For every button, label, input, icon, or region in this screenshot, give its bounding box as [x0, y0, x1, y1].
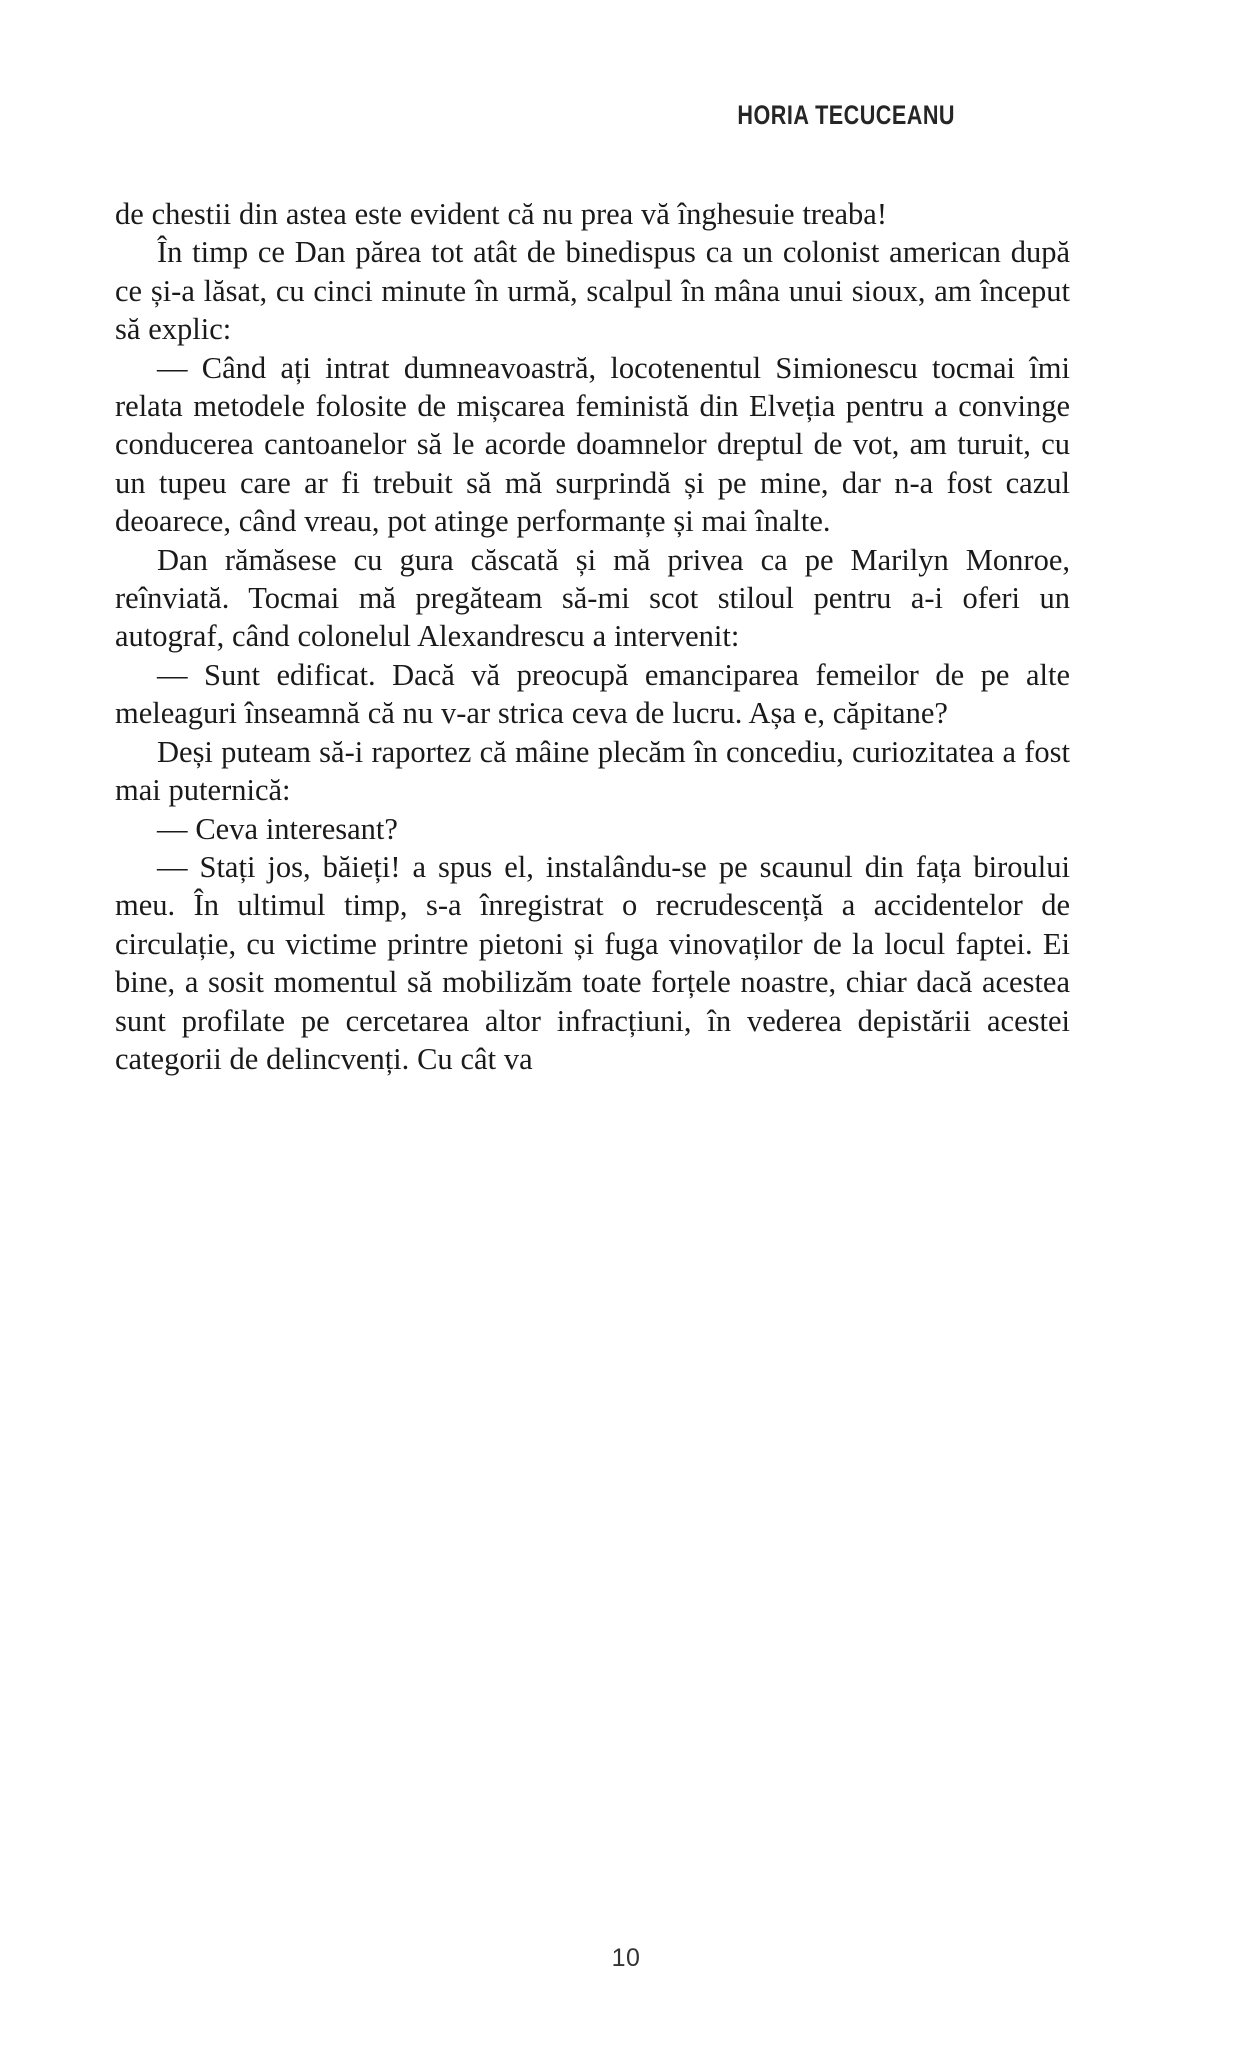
paragraph-narration: Deși puteam să-i raportez că mâine plecăm în concediu, curiozitatea a fost mai puternică: [115, 734, 1070, 808]
running-head: HORIA TECUCEANU [737, 100, 955, 130]
paragraph-dialogue: — Sunt edificat. Dacă vă preocupă emanciparea femeilor de pe alte meleaguri înseamnă că nu v-ar strica ceva de lucru. Așa e, căpitane? [115, 657, 1070, 731]
page-number: 10 [611, 1944, 641, 1972]
paragraph-narration: Dan rămăsese cu gura căscată și mă privea ca pe Marilyn Monroe, reînviată. Tocmai mă pregăteam să-mi scot stiloul pentru a-i oferi un autograf, când colonelul Alexandrescu a intervenit: [115, 542, 1070, 654]
paragraph-narration: În timp ce Dan părea tot atât de binedispus ca un colonist american după ce și-a lăsat, cu cinci minute în urmă, scalpul în mâna unui sioux, am început să explic: [115, 235, 1070, 347]
paragraph-dialogue: — Când ați intrat dumneavoastră, locotenentul Simionescu tocmai îmi relata metodele folosite de mișcarea feministă din Elveția pentru a convinge conducerea cantoanelor să le acorde doamnelor dreptul de vot, am turuit, cu un tupeu care ar fi trebuit să mă surprindă și pe mine, dar n-a fost cazul deoarece, când vreau, pot atinge performanțe și mai înalte. [115, 350, 1070, 539]
body-text-block [115, 195, 1070, 1078]
paragraph-dialogue: — Ceva interesant? [157, 811, 398, 846]
paragraph-continuation: de chestii din astea este evident că nu prea vă înghesuie treaba! [115, 197, 887, 231]
paragraph-dialogue: — Stați jos, băieți! a spus el, instalându-se pe scaunul din fața biroului meu. În ultimul timp, s-a înregistrat o recrudescență a accidentelor de circulație, cu victime printre pietoni și fuga vinovaților de la locul faptei. Ei bine, a sosit momentul să mobilizăm toate forțele noastre, chiar dacă acestea sunt profilate pe cercetarea altor infracțiuni, în vederea depistării acestei categorii de delincvenți. Cu cât va [115, 849, 1070, 1076]
